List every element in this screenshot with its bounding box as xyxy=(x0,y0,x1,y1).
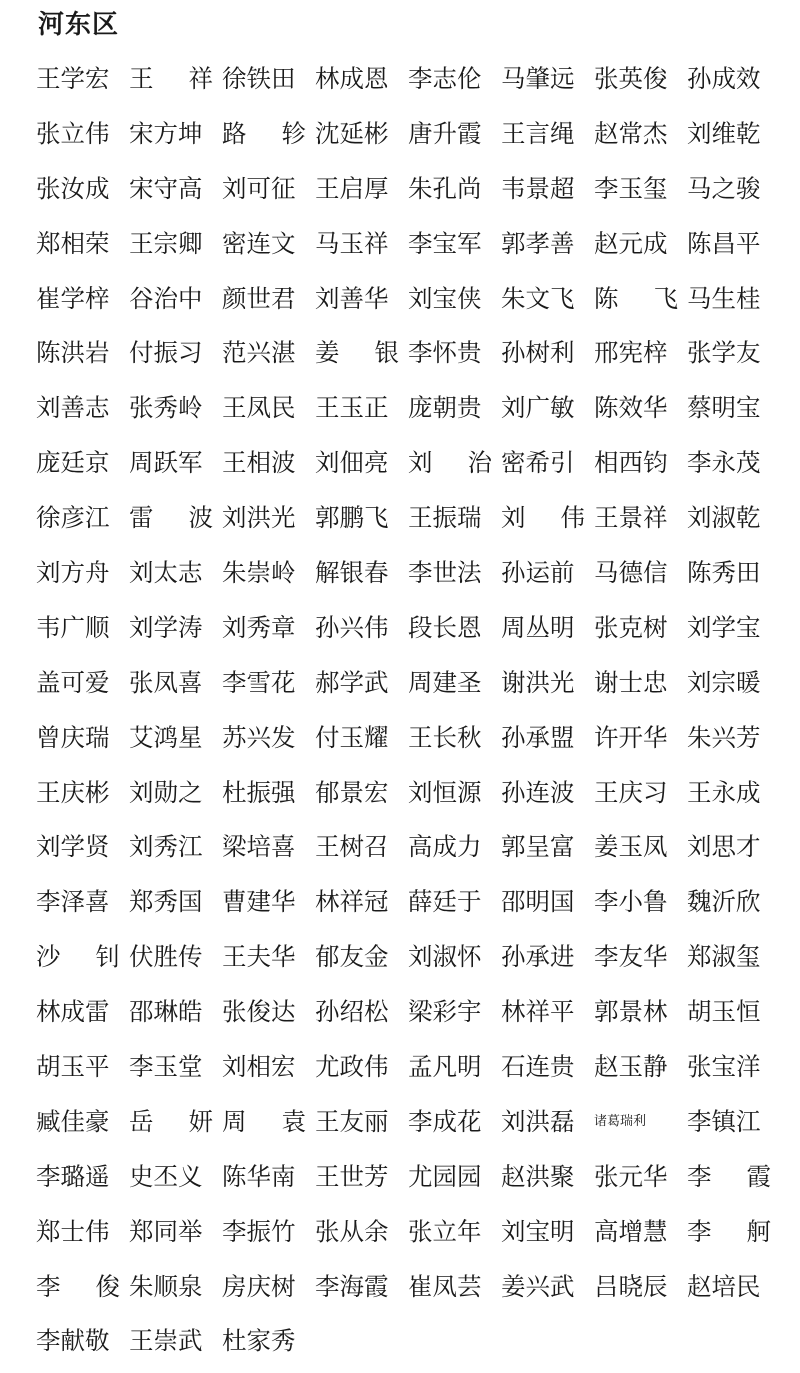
person-name: 韦景超 xyxy=(501,173,575,203)
person-name: 邵琳皓 xyxy=(129,997,203,1027)
person-name: 张立年 xyxy=(408,1216,482,1246)
person-name: 刘学宝 xyxy=(687,612,761,642)
person-name: 刘思才 xyxy=(687,832,761,862)
person-name: 崔凤芸 xyxy=(408,1271,482,1301)
person-name: 陈 飞 xyxy=(594,283,678,313)
person-name: 王庆彬 xyxy=(36,777,110,807)
person-name: 刘广敏 xyxy=(501,393,575,423)
person-name: 沈延彬 xyxy=(315,118,389,148)
person-name: 吕晓辰 xyxy=(594,1271,668,1301)
person-name: 刘学涛 xyxy=(129,612,203,642)
person-name: 石连贵 xyxy=(501,1052,575,1082)
person-name: 宋方坤 xyxy=(129,118,203,148)
person-name: 李成花 xyxy=(408,1106,482,1136)
person-name: 李 舸 xyxy=(687,1216,771,1246)
person-name: 张学友 xyxy=(687,338,761,368)
person-name: 王宗卿 xyxy=(129,228,203,258)
person-name: 陈秀田 xyxy=(687,558,761,588)
person-name: 刘恒源 xyxy=(408,777,482,807)
person-name: 姜 银 xyxy=(315,338,399,368)
person-name: 尤政伟 xyxy=(315,1052,389,1082)
person-name: 李玉堂 xyxy=(129,1052,203,1082)
person-name: 王振瑞 xyxy=(408,503,482,533)
person-name: 陈华南 xyxy=(222,1161,296,1191)
person-name: 张秀岭 xyxy=(129,393,203,423)
person-name: 沙 钊 xyxy=(36,942,120,972)
person-name: 李永茂 xyxy=(687,448,761,478)
person-name: 付振习 xyxy=(129,338,203,368)
person-name: 李怀贵 xyxy=(408,338,482,368)
person-name: 邢宪梓 xyxy=(594,338,668,368)
person-name: 李海霞 xyxy=(315,1271,389,1301)
person-name: 薛廷于 xyxy=(408,887,482,917)
person-name: 刘淑乾 xyxy=(687,503,761,533)
person-name: 王玉正 xyxy=(315,393,389,423)
person-name: 刘 伟 xyxy=(501,503,585,533)
person-name: 李泽喜 xyxy=(36,887,110,917)
person-name: 刘相宏 xyxy=(222,1052,296,1082)
person-name: 伏胜传 xyxy=(129,942,203,972)
person-name: 范兴湛 xyxy=(222,338,296,368)
person-name: 王言绳 xyxy=(501,118,575,148)
person-name: 刘可征 xyxy=(222,173,296,203)
person-name: 蔡明宝 xyxy=(687,393,761,423)
person-name: 王树召 xyxy=(315,832,389,862)
person-name: 刘太志 xyxy=(129,558,203,588)
person-name: 谷治中 xyxy=(129,283,203,313)
person-name: 刘学贤 xyxy=(36,832,110,862)
person-name: 陈昌平 xyxy=(687,228,761,258)
person-name: 周建圣 xyxy=(408,667,482,697)
person-name: 刘洪光 xyxy=(222,503,296,533)
person-name: 李 俊 xyxy=(36,1271,120,1301)
person-name: 许开华 xyxy=(594,722,668,752)
person-name: 李雪花 xyxy=(222,667,296,697)
person-name: 邵明国 xyxy=(501,887,575,917)
name-grid xyxy=(36,56,776,1373)
person-name: 陈效华 xyxy=(594,393,668,423)
person-name: 刘维乾 xyxy=(687,118,761,148)
person-name: 张凤喜 xyxy=(129,667,203,697)
person-name: 林祥平 xyxy=(501,997,575,1027)
person-name: 王学宏 xyxy=(36,64,110,93)
person-name: 王凤民 xyxy=(222,393,296,423)
person-name: 路 轸 xyxy=(222,118,306,148)
person-name: 史丕义 xyxy=(129,1161,203,1191)
person-name: 苏兴发 xyxy=(222,722,296,752)
person-name: 李小鲁 xyxy=(594,887,668,917)
person-name: 王启厚 xyxy=(315,173,389,203)
person-name: 诸葛瑞利 xyxy=(594,1113,647,1129)
person-name: 王永成 xyxy=(687,777,761,807)
person-name: 庞廷京 xyxy=(36,448,110,478)
person-name: 段长恩 xyxy=(408,612,482,642)
person-name: 李镇江 xyxy=(687,1106,761,1136)
person-name: 王长秋 xyxy=(408,722,482,752)
person-name: 高成力 xyxy=(408,832,482,862)
person-name: 房庆树 xyxy=(222,1271,296,1301)
person-name: 韦广顺 xyxy=(36,612,110,642)
person-name: 谢士忠 xyxy=(594,667,668,697)
person-name: 张宝洋 xyxy=(687,1052,761,1082)
person-name: 岳 妍 xyxy=(129,1106,213,1136)
person-name: 臧佳豪 xyxy=(36,1106,110,1136)
person-name: 朱文飞 xyxy=(501,283,575,313)
person-name: 徐彦江 xyxy=(36,503,110,533)
person-name: 李宝军 xyxy=(408,228,482,258)
person-name: 郑士伟 xyxy=(36,1216,110,1246)
person-name: 马生桂 xyxy=(687,283,761,313)
person-name: 刘宝明 xyxy=(501,1216,575,1246)
person-name: 刘善志 xyxy=(36,393,110,423)
person-name: 刘宗暖 xyxy=(687,667,761,697)
person-name: 孙连波 xyxy=(501,777,575,807)
person-name: 庞朝贵 xyxy=(408,393,482,423)
person-name: 刘秀江 xyxy=(129,832,203,862)
person-name: 孙成效 xyxy=(687,64,761,93)
person-name: 李友华 xyxy=(594,942,668,972)
person-name: 林成恩 xyxy=(315,64,389,93)
person-name: 刘佃亮 xyxy=(315,448,389,478)
person-name: 孟凡明 xyxy=(408,1052,482,1082)
person-name: 盖可爱 xyxy=(36,667,110,697)
person-name: 艾鸿星 xyxy=(129,722,203,752)
person-name: 朱顺泉 xyxy=(129,1271,203,1301)
person-name: 李世法 xyxy=(408,558,482,588)
person-name: 张从余 xyxy=(315,1216,389,1246)
person-name: 郑淑玺 xyxy=(687,942,761,972)
person-name: 付玉耀 xyxy=(315,722,389,752)
person-name: 王 祥 xyxy=(129,64,213,93)
person-name: 张俊达 xyxy=(222,997,296,1027)
person-name: 孙绍松 xyxy=(315,997,389,1027)
person-name: 王夫华 xyxy=(222,942,296,972)
person-name: 马肇远 xyxy=(501,64,575,93)
person-name: 宋守高 xyxy=(129,173,203,203)
person-name: 密连文 xyxy=(222,228,296,258)
person-name: 张汝成 xyxy=(36,173,110,203)
person-name: 刘善华 xyxy=(315,283,389,313)
person-name: 高增慧 xyxy=(594,1216,668,1246)
person-name: 李志伦 xyxy=(408,64,482,93)
person-name: 孙运前 xyxy=(501,558,575,588)
person-name: 朱崇岭 xyxy=(222,558,296,588)
person-name: 刘洪磊 xyxy=(501,1106,575,1136)
person-name: 赵元成 xyxy=(594,228,668,258)
person-name: 王崇武 xyxy=(129,1326,203,1356)
person-name: 刘秀章 xyxy=(222,612,296,642)
person-name: 刘方舟 xyxy=(36,558,110,588)
person-name: 王世芳 xyxy=(315,1161,389,1191)
person-name: 朱孔尚 xyxy=(408,173,482,203)
person-name: 马之骏 xyxy=(687,173,761,203)
person-name: 郝学武 xyxy=(315,667,389,697)
person-name: 徐铁田 xyxy=(222,64,296,93)
person-name: 杜振强 xyxy=(222,777,296,807)
person-name: 梁彩宇 xyxy=(408,997,482,1027)
person-name: 李璐遥 xyxy=(36,1161,110,1191)
person-name: 赵洪聚 xyxy=(501,1161,575,1191)
person-name: 赵培民 xyxy=(687,1271,761,1301)
person-name: 张立伟 xyxy=(36,118,110,148)
person-name: 密希引 xyxy=(501,448,575,478)
person-name: 胡玉平 xyxy=(36,1052,110,1082)
person-name: 郭鹏飞 xyxy=(315,503,389,533)
person-name: 孙兴伟 xyxy=(315,612,389,642)
person-name: 周丛明 xyxy=(501,612,575,642)
person-name: 陈洪岩 xyxy=(36,338,110,368)
person-name: 马德信 xyxy=(594,558,668,588)
person-name: 林祥冠 xyxy=(315,887,389,917)
person-name: 刘 治 xyxy=(408,448,492,478)
person-name: 曹建华 xyxy=(222,887,296,917)
person-name: 姜玉凤 xyxy=(594,832,668,862)
person-name: 张元华 xyxy=(594,1161,668,1191)
person-name: 颜世君 xyxy=(222,283,296,313)
person-name: 魏沂欣 xyxy=(687,887,761,917)
person-name: 杜家秀 xyxy=(222,1326,296,1356)
person-name: 王相波 xyxy=(222,448,296,478)
person-name: 王景祥 xyxy=(594,503,668,533)
person-name: 李振竹 xyxy=(222,1216,296,1246)
person-name: 李 霞 xyxy=(687,1161,771,1191)
person-name: 姜兴武 xyxy=(501,1271,575,1301)
person-name: 谢洪光 xyxy=(501,667,575,697)
person-name: 王庆习 xyxy=(594,777,668,807)
person-name: 唐升霞 xyxy=(408,118,482,148)
person-name: 李玉玺 xyxy=(594,173,668,203)
person-name: 张克树 xyxy=(594,612,668,642)
person-name: 郑相荣 xyxy=(36,228,110,258)
person-name: 孙树利 xyxy=(501,338,575,368)
person-name: 刘宝侠 xyxy=(408,283,482,313)
person-name: 尤园园 xyxy=(408,1161,482,1191)
person-name: 王友丽 xyxy=(315,1106,389,1136)
person-name: 郁景宏 xyxy=(315,777,389,807)
person-name: 赵常杰 xyxy=(594,118,668,148)
person-name: 曾庆瑞 xyxy=(36,722,110,752)
person-name: 郭孝善 xyxy=(501,228,575,258)
person-name: 刘淑怀 xyxy=(408,942,482,972)
person-name: 郑同举 xyxy=(129,1216,203,1246)
person-name: 周跃军 xyxy=(129,448,203,478)
person-name: 崔学梓 xyxy=(36,283,110,313)
person-name: 郭呈富 xyxy=(501,832,575,862)
person-name: 梁培喜 xyxy=(222,832,296,862)
person-name: 胡玉恒 xyxy=(687,997,761,1027)
person-name: 赵玉静 xyxy=(594,1052,668,1082)
person-name: 朱兴芳 xyxy=(687,722,761,752)
person-name: 马玉祥 xyxy=(315,228,389,258)
person-name: 张英俊 xyxy=(594,64,668,93)
person-name: 郑秀国 xyxy=(129,887,203,917)
person-name: 雷 波 xyxy=(129,503,213,533)
person-name: 相西钧 xyxy=(594,448,668,478)
person-name: 孙承进 xyxy=(501,942,575,972)
district-title: 河东区 xyxy=(38,10,120,40)
person-name: 解银春 xyxy=(315,558,389,588)
person-name: 李献敬 xyxy=(36,1326,110,1356)
person-name: 刘勋之 xyxy=(129,777,203,807)
person-name: 郁友金 xyxy=(315,942,389,972)
person-name: 郭景林 xyxy=(594,997,668,1027)
person-name: 林成雷 xyxy=(36,997,110,1027)
person-name: 孙承盟 xyxy=(501,722,575,752)
person-name: 周 袁 xyxy=(222,1106,306,1136)
